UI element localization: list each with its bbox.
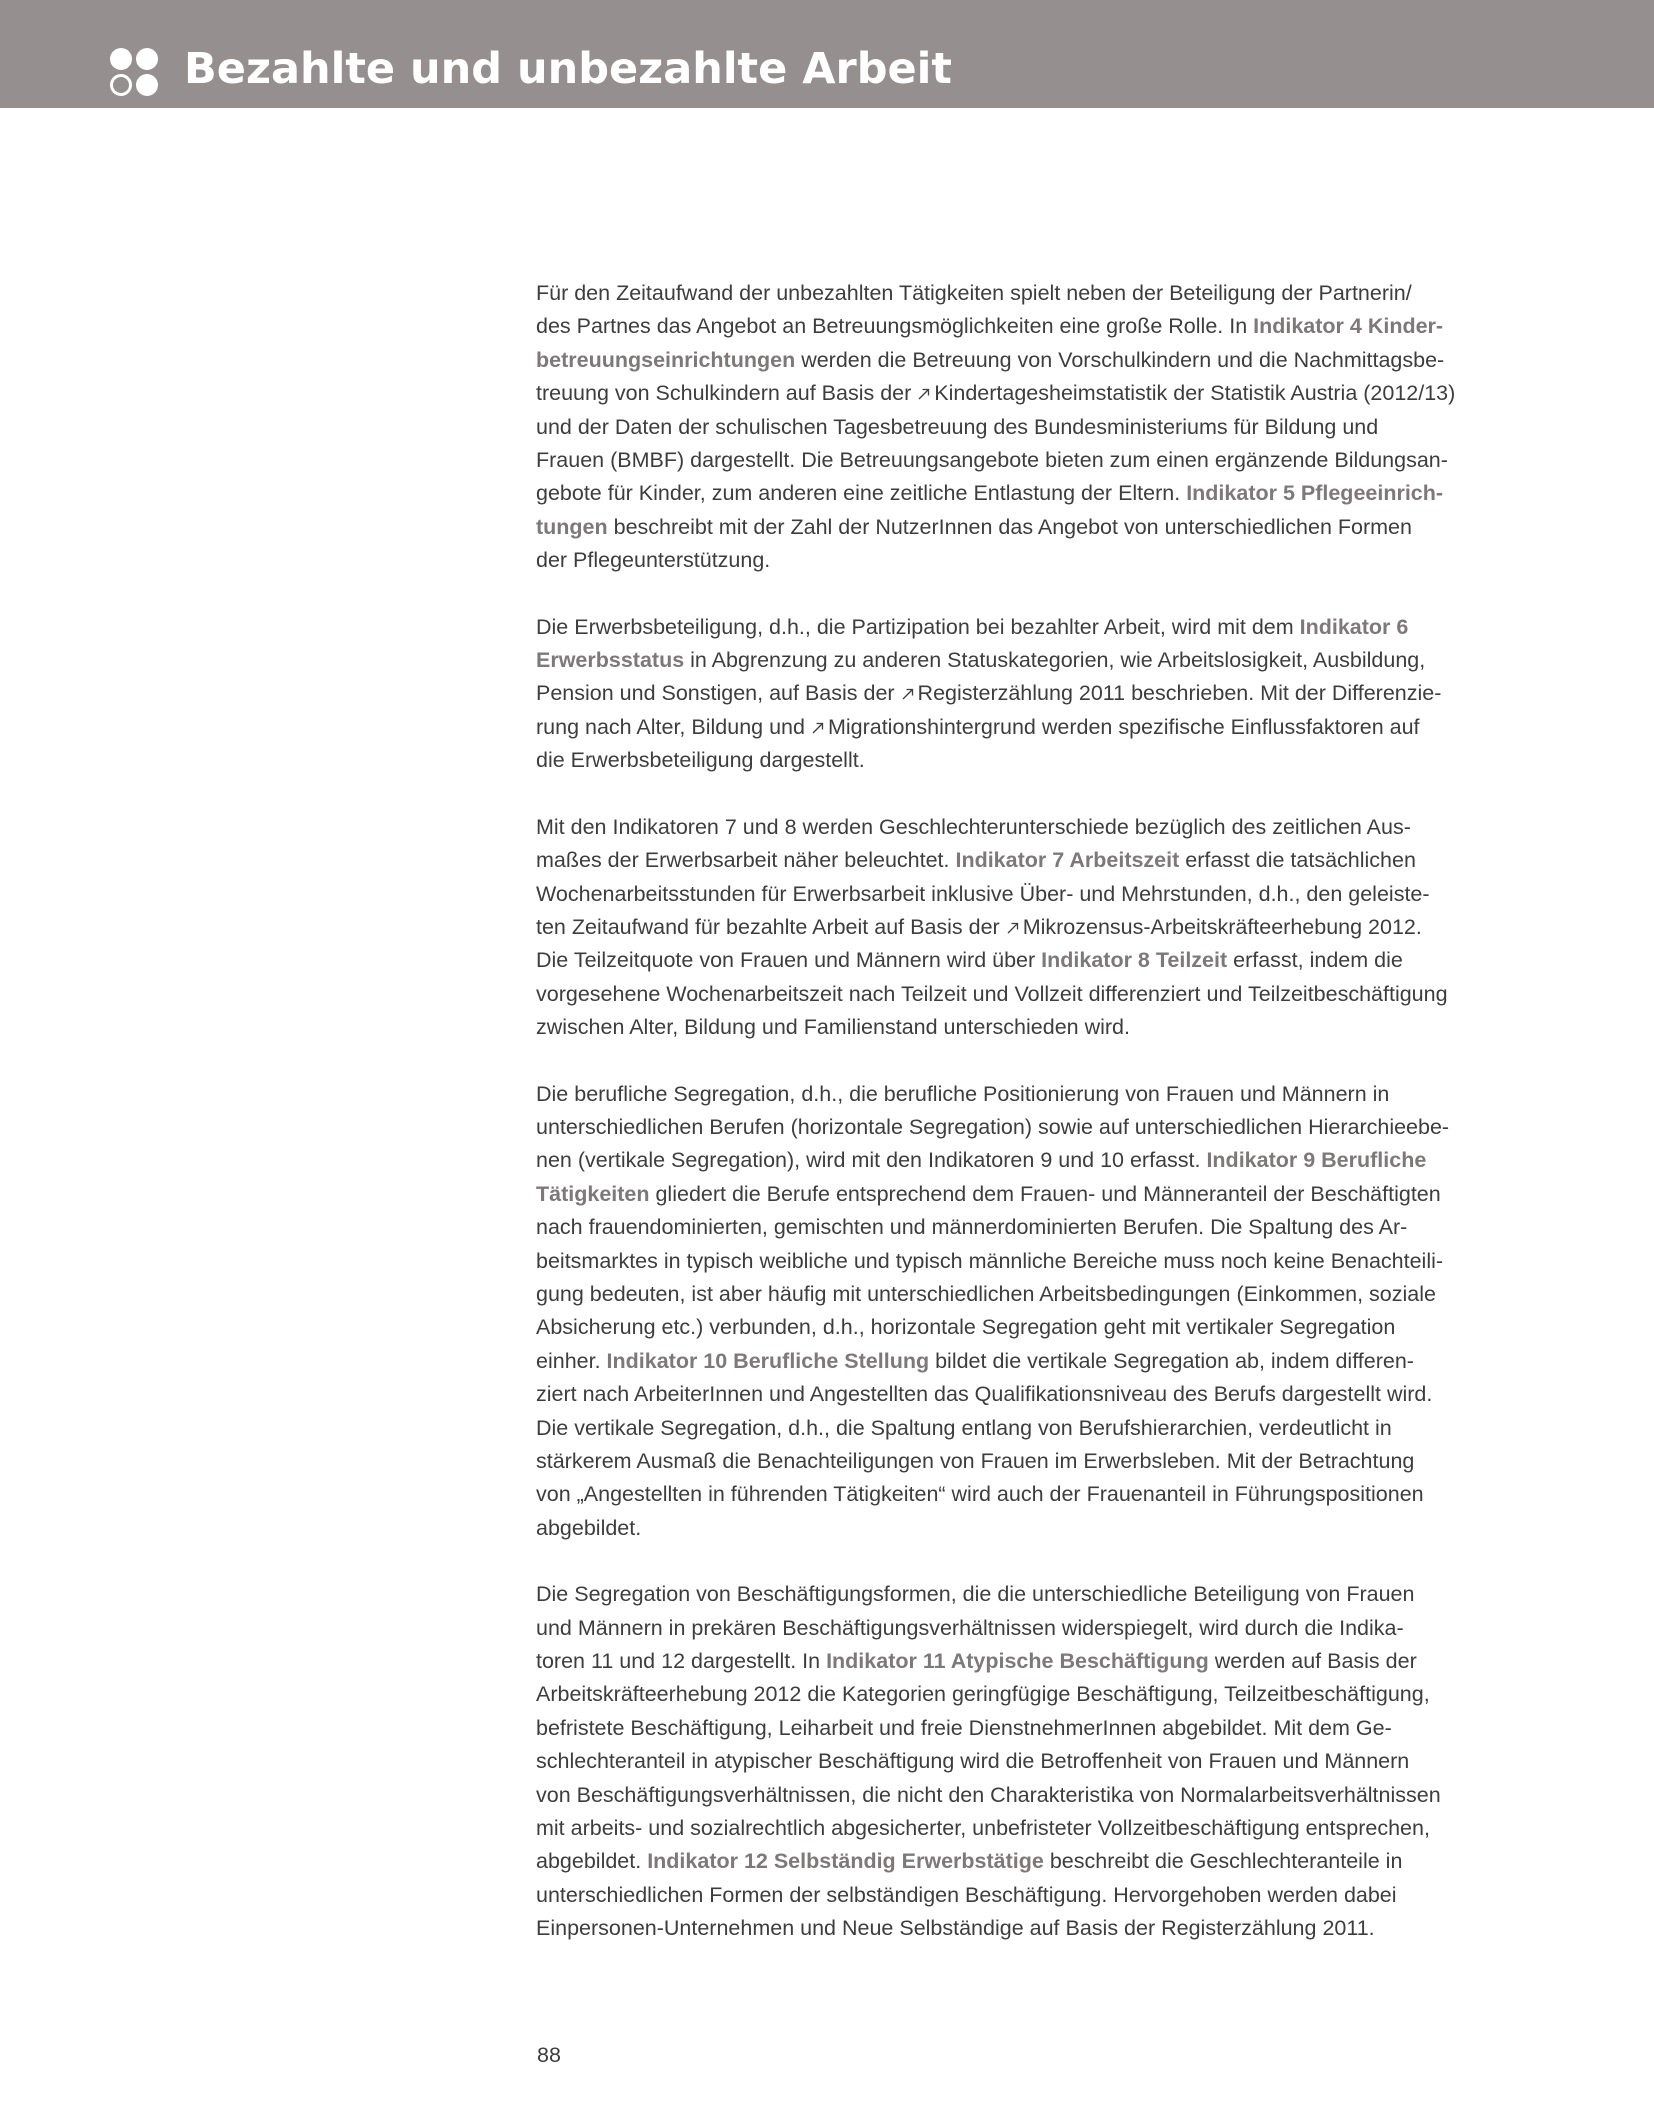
text-line bbox=[536, 1111, 1478, 1144]
text-line bbox=[536, 1478, 1478, 1511]
text-segment: Mit den Indikatoren 7 und 8 werden Geschlechterunterschiede bezüglich des zeitlichen Aus- bbox=[536, 814, 1411, 839]
text-line bbox=[536, 1245, 1478, 1278]
text-line bbox=[536, 477, 1478, 510]
page-number: 88 bbox=[537, 2043, 561, 2067]
header-bar bbox=[0, 0, 1654, 108]
text-line bbox=[536, 1745, 1478, 1778]
glossary-link-text[interactable]: Migrationshintergrund bbox=[827, 714, 1036, 739]
text-segment: und der Daten der schulischen Tagesbetreuung des Bundesministeriums für Bildung und bbox=[536, 414, 1379, 439]
text-line bbox=[536, 1278, 1478, 1311]
paragraph bbox=[536, 611, 1478, 778]
text-segment: von Beschäftigungsverhältnissen, die nicht den Charakteristika von Normalarbeitsverhältnissen bbox=[536, 1782, 1441, 1807]
text-segment: des Partnes das Angebot an Betreuungsmöglichkeiten eine große Rolle. In bbox=[536, 314, 1254, 339]
indicator-reference: Tätigkeiten bbox=[536, 1181, 650, 1206]
text-line bbox=[536, 1144, 1478, 1177]
text-segment: von „Angestellten in führenden Tätigkeiten“ wird auch der Frauenanteil in Führungspositionen bbox=[536, 1482, 1424, 1507]
text-line bbox=[536, 344, 1478, 377]
indicator-reference: Indikator 5 Pflegeeinrich- bbox=[1186, 481, 1444, 506]
text-segment: der Pflegeunterstützung. bbox=[536, 548, 771, 573]
text-segment: Wochenarbeitsstunden für Erwerbsarbeit inklusive Über- und Mehrstunden, d.h., den geleiste- bbox=[536, 881, 1430, 906]
text-segment: beschrieben. Mit der Differenzie- bbox=[1125, 681, 1442, 706]
text-segment: beschreibt mit der Zahl der NutzerInnen das Angebot von unterschiedlichen Formen bbox=[607, 514, 1412, 539]
indicator-reference: Indikator 11 Atypische Beschäftigung bbox=[826, 1649, 1209, 1674]
text-segment: toren 11 und 12 dargestellt. In bbox=[536, 1649, 827, 1674]
glossary-link-text[interactable]: Kindertagesheimstatistik der Statistik Austria (2012/13) bbox=[934, 381, 1456, 406]
text-segment: und Männern in prekären Beschäftigungsverhältnissen widerspiegelt, wird durch die Indika- bbox=[536, 1615, 1404, 1640]
text-segment: werden die Betreuung von Vorschulkindern und die Nachmittagsbe- bbox=[795, 347, 1445, 372]
indicator-reference: betreuungseinrichtungen bbox=[536, 347, 796, 372]
text-segment: beschreibt die Geschlechteranteile in bbox=[1043, 1849, 1403, 1874]
text-line bbox=[536, 1311, 1478, 1344]
text-segment: vorgesehene Wochenarbeitszeit nach Teilzeit und Vollzeit differenziert und Teilzeitbeschäftigung bbox=[536, 981, 1448, 1006]
page-title: Bezahlte und unbezahlte Arbeit bbox=[184, 44, 952, 94]
text-line bbox=[536, 1178, 1478, 1211]
text-line bbox=[536, 744, 1478, 777]
text-segment: Absicherung etc.) verbunden, d.h., horizontale Segregation geht mit vertikaler Segregation bbox=[536, 1315, 1396, 1340]
paragraph bbox=[536, 277, 1478, 578]
text-line bbox=[536, 377, 1478, 410]
text-line bbox=[536, 878, 1478, 911]
text-line bbox=[536, 1578, 1478, 1611]
text-line bbox=[536, 844, 1478, 877]
text-line bbox=[536, 1612, 1478, 1645]
text-segment: Die berufliche Segregation, d.h., die berufliche Positionierung von Frauen und Männern in bbox=[536, 1081, 1390, 1106]
text-segment: die Erwerbsbeteiligung dargestellt. bbox=[536, 748, 865, 773]
text-line bbox=[536, 1512, 1478, 1545]
text-line bbox=[536, 1412, 1478, 1445]
glossary-link[interactable] bbox=[1006, 915, 1422, 939]
text-segment: werden auf Basis der bbox=[1208, 1649, 1417, 1674]
text-line bbox=[536, 1011, 1478, 1044]
text-segment: unterschiedlichen Formen der selbständigen Beschäftigung. Hervorgehoben werden dabei bbox=[536, 1882, 1397, 1907]
text-line bbox=[536, 444, 1478, 477]
text-segment: zwischen Alter, Bildung und Familienstand unterschieden wird. bbox=[536, 1015, 1130, 1040]
indicator-reference: Indikator 8 Teilzeit bbox=[1041, 948, 1228, 973]
text-segment: schlechteranteil in atypischer Beschäftigung wird die Betroffenheit von Frauen und Männern bbox=[536, 1749, 1410, 1774]
text-segment: Frauen (BMBF) dargestellt. Die Betreuungsangebote bieten zum einen ergänzende Bildungsan- bbox=[536, 448, 1448, 473]
text-line bbox=[536, 611, 1478, 644]
text-segment: in Abgrenzung zu anderen Statuskategorien, wie Arbeitslosigkeit, Ausbildung, bbox=[684, 648, 1426, 673]
text-line bbox=[536, 811, 1478, 844]
indicator-reference: Indikator 9 Berufliche bbox=[1206, 1148, 1427, 1173]
text-segment: Die Erwerbsbeteiligung, d.h., die Partizipation bei bezahlter Arbeit, wird mit dem bbox=[536, 614, 1300, 639]
text-segment: beitsmarktes in typisch weibliche und typisch männliche Bereiche muss noch keine Benachteili- bbox=[536, 1248, 1444, 1273]
text-segment: gliedert die Berufe entsprechend dem Frauen- und Männeranteil der Beschäftigten bbox=[649, 1181, 1441, 1206]
text-line bbox=[536, 911, 1478, 944]
text-segment: Die Teilzeitquote von Frauen und Männern wird über bbox=[536, 948, 1042, 973]
text-line bbox=[536, 1345, 1478, 1378]
text-segment: werden spezifische Einflussfaktoren auf bbox=[1035, 714, 1420, 739]
text-segment: erfasst, indem die bbox=[1227, 948, 1403, 973]
text-line bbox=[536, 1645, 1478, 1678]
text-segment: Die Segregation von Beschäftigungsformen, die die unterschiedliche Beteiligung von Frauen bbox=[536, 1582, 1415, 1607]
text-segment: Arbeitskräfteerhebung 2012 die Kategorien geringfügige Beschäftigung, Teilzeitbeschäftigung, bbox=[536, 1682, 1430, 1707]
indicator-reference: Indikator 4 Kinder- bbox=[1253, 314, 1444, 339]
glossary-link-text[interactable]: Mikrozensus-Arbeitskräfteerhebung 2012. bbox=[1022, 914, 1422, 939]
text-line bbox=[536, 1845, 1478, 1878]
text-segment: befristete Beschäftigung, Leiharbeit und freie DienstnehmerInnen abgebildet. Mit dem Ge- bbox=[536, 1715, 1392, 1740]
text-line bbox=[536, 1211, 1478, 1244]
text-segment: abgebildet. bbox=[536, 1849, 648, 1874]
text-line bbox=[536, 711, 1478, 744]
text-segment: unterschiedlichen Berufen (horizontale Segregation) sowie auf unterschiedlichen Hierarchieebe- bbox=[536, 1114, 1450, 1139]
external-link-arrow-icon bbox=[901, 687, 915, 701]
text-segment: rung nach Alter, Bildung und bbox=[536, 714, 811, 739]
text-segment: stärkerem Ausmaß die Benachteiligungen von Frauen im Erwerbsleben. Mit der Betrachtung bbox=[536, 1449, 1415, 1473]
indicator-reference: Indikator 6 bbox=[1299, 614, 1409, 639]
text-segment: bildet die vertikale Segregation ab, indem differen- bbox=[929, 1348, 1414, 1373]
four-dots-icon bbox=[108, 46, 160, 98]
text-line bbox=[536, 511, 1478, 544]
external-link-arrow-icon bbox=[1006, 921, 1020, 935]
glossary-link[interactable] bbox=[917, 381, 1455, 405]
text-segment: nach frauendominierten, gemischten und männerdominierten Berufen. Die Spaltung des Ar- bbox=[536, 1215, 1408, 1240]
text-line bbox=[536, 1779, 1478, 1812]
text-line bbox=[536, 978, 1478, 1011]
text-line bbox=[536, 644, 1478, 677]
indicator-reference: tungen bbox=[536, 514, 608, 539]
text-segment: Einpersonen-Unternehmen und Neue Selbständige auf Basis der Registerzählung 2011. bbox=[536, 1916, 1375, 1941]
glossary-link-text[interactable]: Registerzählung 2011 bbox=[917, 681, 1126, 706]
text-segment: maßes der Erwerbsarbeit näher beleuchtet. bbox=[536, 848, 956, 873]
paragraph bbox=[536, 811, 1478, 1045]
indicator-reference: Indikator 12 Selbständig Erwerbstätige bbox=[647, 1849, 1044, 1874]
paragraph bbox=[536, 1578, 1478, 1945]
text-segment: nen (vertikale Segregation), wird mit den Indikatoren 9 und 10 erfasst. bbox=[536, 1148, 1207, 1173]
text-segment: gebote für Kinder, zum anderen eine zeitliche Entlastung der Eltern. bbox=[536, 481, 1187, 506]
text-line bbox=[536, 1678, 1478, 1711]
paragraph bbox=[536, 1078, 1478, 1546]
text-line bbox=[536, 544, 1478, 577]
text-segment: Pension und Sonstigen, auf Basis der bbox=[536, 681, 901, 706]
text-line bbox=[536, 1078, 1478, 1111]
glossary-link[interactable] bbox=[901, 681, 1126, 705]
indicator-reference: Erwerbsstatus bbox=[536, 648, 685, 673]
glossary-link[interactable] bbox=[811, 715, 1036, 739]
text-line bbox=[536, 310, 1478, 343]
text-segment: ziert nach ArbeiterInnen und Angestellten das Qualifikationsniveau des Berufs dargestellt wird. bbox=[536, 1382, 1433, 1407]
text-segment: abgebildet. bbox=[536, 1515, 642, 1540]
text-segment: Für den Zeitaufwand der unbezahlten Tätigkeiten spielt neben der Beteiligung der Partnerin/ bbox=[536, 281, 1412, 305]
text-line bbox=[536, 1812, 1478, 1845]
text-line bbox=[536, 1445, 1478, 1478]
indicator-reference: Indikator 7 Arbeitszeit bbox=[955, 848, 1180, 873]
text-line bbox=[536, 1712, 1478, 1745]
text-segment: treuung von Schulkindern auf Basis der bbox=[536, 381, 918, 406]
text-line bbox=[536, 411, 1478, 444]
text-segment: einher. bbox=[536, 1348, 607, 1373]
text-segment: mit arbeits- und sozialrechtlich abgesicherter, unbefristeter Vollzeitbeschäftigung entsprechen, bbox=[536, 1816, 1430, 1841]
text-segment: erfasst die tatsächlichen bbox=[1179, 848, 1416, 873]
text-line bbox=[536, 1879, 1478, 1912]
text-line bbox=[536, 944, 1478, 977]
external-link-arrow-icon bbox=[917, 387, 931, 401]
text-line bbox=[536, 1912, 1478, 1945]
text-segment: Die vertikale Segregation, d.h., die Spaltung entlang von Berufshierarchien, verdeutlicht in bbox=[536, 1415, 1392, 1440]
text-segment: ten Zeitaufwand für bezahlte Arbeit auf Basis der bbox=[536, 914, 1006, 939]
text-segment: gung bedeuten, ist aber häufig mit unterschiedlichen Arbeitsbedingungen (Einkommen, soziale bbox=[536, 1281, 1436, 1306]
text-line bbox=[536, 1378, 1478, 1411]
text-line bbox=[536, 277, 1478, 310]
external-link-arrow-icon bbox=[811, 721, 825, 735]
indicator-reference: Indikator 10 Berufliche Stellung bbox=[606, 1348, 930, 1373]
text-line bbox=[536, 677, 1478, 710]
body-text bbox=[536, 277, 1478, 1979]
